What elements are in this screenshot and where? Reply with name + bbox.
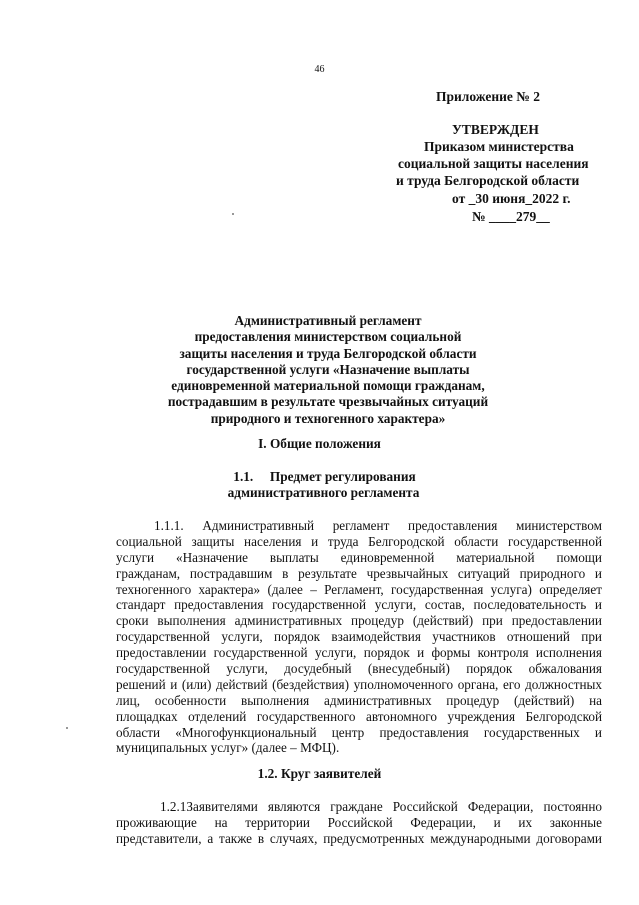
paragraph-line: проживающие на территории Российской Федерации, и их законные bbox=[116, 814, 602, 830]
paragraph-line: предоставлении государственной услуги, порядок и формы контроля исполнения bbox=[116, 645, 602, 661]
paragraph-line: площадках отделений государственного автономного учреждения Белгородской bbox=[116, 708, 602, 724]
scan-speck bbox=[232, 213, 234, 215]
title-line: пострадавшим в результате чрезвычайных ситуаций bbox=[167, 394, 489, 410]
approval-number-line: № ____279__ bbox=[472, 209, 550, 224]
title-line: единовременной материальной помощи гражданам, bbox=[171, 378, 485, 394]
subsection-heading-line: 1.1. Предмет регулирования bbox=[233, 469, 416, 484]
approved-heading: УТВЕРЖДЕН bbox=[452, 122, 539, 137]
appendix-label: Приложение № 2 bbox=[436, 89, 540, 104]
paragraph-line: 1.2.1Заявителями являются граждане Российской Федерации, постоянно bbox=[160, 799, 602, 814]
subsection-heading bbox=[0, 469, 639, 501]
title-line: защиты населения и труда Белгородской области bbox=[179, 345, 477, 361]
paragraph-line: решений и (или) действий (бездействия) уполномоченного органа, его должностных bbox=[116, 676, 602, 692]
paragraph-1-1-1 bbox=[116, 518, 602, 756]
paragraph-line: государственной услуги, порядок взаимодействия участников отношений при bbox=[116, 629, 602, 645]
approval-region-line: и труда Белгородской области bbox=[396, 173, 580, 188]
paragraph-1-2-1 bbox=[116, 799, 602, 847]
approval-order-line: Приказом министерства bbox=[424, 139, 574, 154]
section-heading: I. Общие положения bbox=[258, 436, 381, 451]
paragraph-line: стандарт предоставления государственной услуги, состав, последовательность и bbox=[116, 597, 602, 613]
paragraph-line: представители, а также в случаях, предусмотренных международными договорами bbox=[116, 830, 602, 846]
paragraph-line: гражданам, пострадавшим в результате чрезвычайных ситуаций природного и bbox=[116, 565, 602, 581]
paragraph-line: услуги «Назначение выплаты единовременной материальной помощи bbox=[116, 549, 602, 565]
title-line: предоставления министерством социальной bbox=[194, 329, 462, 345]
paragraph-line: государственной услуги, досудебный (внесудебный) порядок обжалования bbox=[116, 661, 602, 677]
subsection-heading-1-2: 1.2. Круг заявителей bbox=[257, 766, 382, 781]
page-number: 46 bbox=[314, 64, 325, 75]
paragraph-line: 1.1.1. Административный регламент предоставления министерством bbox=[154, 518, 602, 533]
paragraph-line: лиц, особенности выполнения административных процедур (действий) на bbox=[116, 692, 602, 708]
subsection-heading-line: административного регламента bbox=[227, 485, 420, 500]
paragraph-line: техногенного характера» (далее – Регламент, государственная услуга) определяет bbox=[116, 581, 602, 597]
paragraph-line: сроки выполнения административных процедур (действий) при предоставлении bbox=[116, 613, 602, 629]
title-line: Административный регламент bbox=[234, 313, 422, 328]
scan-speck bbox=[66, 727, 68, 729]
title-line: государственной услуги «Назначение выплаты bbox=[186, 361, 470, 377]
title-line: природного и техногенного характера» bbox=[210, 410, 446, 426]
paragraph-line: муниципальных услуг» (далее – МФЦ). bbox=[116, 740, 340, 756]
approval-ministry-line: социальной защиты населения bbox=[398, 156, 589, 171]
document-title bbox=[150, 313, 506, 427]
approval-date-line: от _30 июня_2022 г. bbox=[452, 191, 571, 206]
paragraph-line: социальной защиты населения и труда Белгородской области государственной bbox=[116, 533, 602, 549]
paragraph-line: области «Многофункциональный центр предоставления государственных и bbox=[116, 724, 602, 740]
